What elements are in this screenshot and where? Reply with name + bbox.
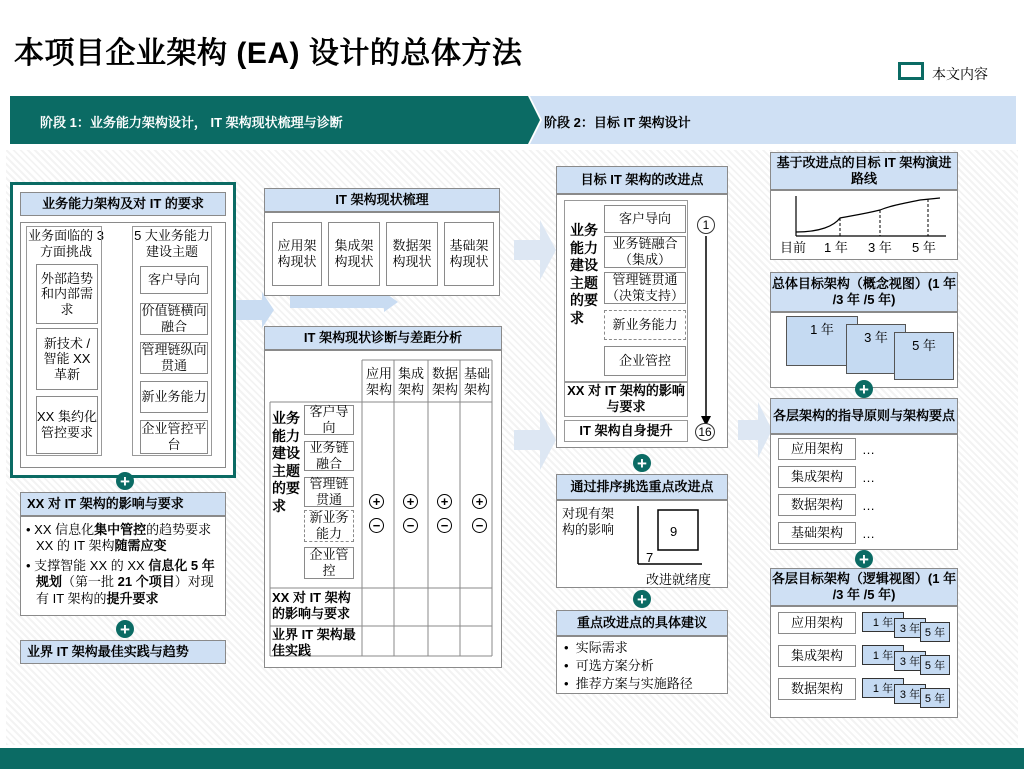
improve-impact: XX 对 IT 架构的影响与要求 [564, 382, 688, 417]
logical-header: 各层目标架构（逻辑视图）(1 年 /3 年 /5 年) [770, 568, 958, 606]
improve-item-2: 业务链融合（集成） [604, 236, 686, 268]
improvement-left-label: 业务能力建设主题的要求 [570, 222, 598, 326]
ranking-header: 通过排序挑选重点改进点 [556, 474, 728, 500]
logical-int-3y: 3 年 [894, 651, 926, 671]
diag-col-infra: 基础架构 [463, 366, 490, 398]
diag-col-app: 应用架构 [365, 366, 392, 398]
phase-2-label: 阶段 2：目标 IT 架构设计 [544, 115, 691, 130]
logical-app-5y: 5 年 [920, 622, 950, 642]
logical-data: 数据架构 [778, 678, 856, 700]
diag-col-data: 数据架构 [431, 366, 458, 398]
principle-app: 应用架构 [778, 438, 856, 460]
plus-icon: + [855, 550, 873, 568]
diag-row-label: 业务能力建设主题的要求 [272, 410, 300, 514]
it-requirements-header: XX 对 IT 架构的影响与要求 [20, 492, 226, 516]
logical-int-5y: 5 年 [920, 655, 950, 675]
ranking-n7: 7 [646, 550, 654, 565]
requirement-bullet-2: • 支撑智能 XX 的 XX 信息化 5 年规划（第一批 21 个项目）对现有 IT 架构的提升要求 [26, 558, 215, 606]
improve-item-5: 企业管控 [604, 346, 686, 376]
concept-header: 总体目标架构（概念视图）(1 年 /3 年 /5 年) [770, 272, 958, 312]
theme-item-2: 价值链横向融合 [141, 303, 207, 334]
logical-app-3y: 3 年 [894, 618, 926, 638]
page-title: 本项目企业架构 (EA) 设计的总体方法 [14, 37, 523, 70]
number-end-badge: 16 [695, 423, 715, 441]
ranking-n9: 9 [670, 524, 678, 539]
toc-link[interactable]: 本文内容 [932, 66, 988, 82]
ranking-x-label: 改进就绪度 [646, 572, 712, 587]
plus-icon: + [855, 380, 873, 398]
challenges-heading: 业务面临的 3 方面挑战 [28, 228, 104, 260]
principle-infra-detail: … [862, 526, 875, 541]
challenge-item-2: 新技术 / 智能 XX 革新 [36, 328, 98, 390]
improvement-header: 目标 IT 架构的改进点 [556, 166, 728, 194]
principles-header: 各层架构的指导原则与架构要点 [770, 398, 958, 434]
roadmap-label-5y: 5 年 [912, 240, 936, 255]
plus-icon: + [633, 590, 651, 608]
logical-data-1y: 1 年 [862, 678, 904, 698]
diag-row-item-1: 客户导向 [304, 405, 354, 435]
advice-item-3: • 推荐方案与实施路径 [564, 676, 693, 691]
logical-integration: 集成架构 [778, 645, 856, 667]
minus-icon: − [369, 518, 384, 533]
business-capability-header: 业务能力架构及对 IT 的要求 [20, 192, 226, 216]
principle-app-detail: … [862, 442, 875, 457]
diag-row-item-5: 企业管控 [304, 547, 354, 579]
plus-icon: + [437, 494, 452, 509]
diag-row-best: 业界 IT 架构最佳实践 [272, 627, 356, 659]
requirement-bullet-1: • XX 信息化集中管控的趋势要求 XX 的 IT 架构随需应变 [26, 522, 212, 554]
review-data: 数据架构现状 [386, 222, 438, 286]
footer-bar [0, 748, 1024, 769]
improve-item-3: 管理链贯通（决策支持） [605, 272, 684, 303]
ranking-matrix [632, 506, 702, 572]
theme-item-3: 管理链纵向贯通 [141, 342, 207, 373]
plus-icon: + [116, 620, 134, 638]
plus-icon: + [369, 494, 384, 509]
diag-row-item-3: 管理链贯通 [304, 477, 354, 507]
principle-integration: 集成架构 [778, 466, 856, 488]
roadmap-label-3y: 3 年 [868, 240, 892, 255]
advice-item-2: • 可选方案分析 [564, 658, 654, 673]
roadmap-header: 基于改进点的目标 IT 架构演进路线 [770, 152, 958, 190]
minus-icon: − [437, 518, 452, 533]
improve-item-4: 新业务能力 [604, 310, 686, 340]
down-arrow [697, 236, 717, 436]
ranking-y-label: 对现有架构的影响 [562, 506, 615, 538]
logical-app: 应用架构 [778, 612, 856, 634]
diag-row-impact: XX 对 IT 架构的影响与要求 [272, 590, 351, 622]
diag-col-integration: 集成架构 [397, 366, 424, 398]
minus-icon: − [472, 518, 487, 533]
challenge-item-1: 外部趋势和内部需求 [36, 264, 98, 324]
logical-app-1y: 1 年 [862, 612, 904, 632]
advice-header: 重点改进点的具体建议 [556, 610, 728, 636]
principle-data-detail: … [862, 498, 875, 513]
improve-item-1: 客户导向 [604, 205, 686, 233]
concept-year-1: 1 年 [786, 316, 858, 366]
roadmap-label-1y: 1 年 [824, 240, 848, 255]
plus-icon: + [633, 454, 651, 472]
logical-data-5y: 5 年 [920, 688, 950, 708]
phase-1-label: 阶段 1：业务能力架构设计， IT 架构现状梳理与诊断 [40, 115, 343, 130]
principle-infra: 基础架构 [778, 522, 856, 544]
review-app: 应用架构现状 [272, 222, 322, 286]
it-diagnosis-header: IT 架构现状诊断与差距分析 [264, 326, 502, 350]
review-integration: 集成架构现状 [328, 222, 380, 286]
plus-icon: + [116, 472, 134, 490]
logical-int-1y: 1 年 [862, 645, 904, 665]
roadmap-curve [780, 192, 950, 242]
it-review-header: IT 架构现状梳理 [264, 188, 500, 212]
review-infra: 基础架构现状 [444, 222, 494, 286]
plus-icon: + [472, 494, 487, 509]
theme-item-4: 新业务能力 [140, 381, 208, 413]
advice-item-1: • 实际需求 [564, 640, 628, 655]
concept-year-3: 3 年 [846, 324, 906, 374]
diag-row-item-4: 新业务能力 [304, 510, 354, 542]
theme-item-5: 企业管控平台 [141, 421, 207, 452]
logical-data-3y: 3 年 [894, 684, 926, 704]
concept-year-5: 5 年 [894, 332, 954, 380]
themes-heading: 5 大业务能力建设主题 [134, 228, 210, 260]
minus-icon: − [403, 518, 418, 533]
roadmap-label-now: 目前 [780, 240, 807, 255]
principle-data: 数据架构 [778, 494, 856, 516]
best-practice-header: 业界 IT 架构最佳实践与趋势 [20, 640, 226, 664]
plus-icon: + [403, 494, 418, 509]
theme-item-1: 客户导向 [140, 266, 208, 294]
principle-integration-detail: … [862, 470, 875, 485]
improve-self: IT 架构自身提升 [564, 420, 688, 442]
number-start-badge: 1 [697, 216, 715, 234]
diag-row-item-2: 业务链融合 [304, 441, 354, 471]
challenge-item-3: XX 集约化管控要求 [36, 396, 98, 454]
